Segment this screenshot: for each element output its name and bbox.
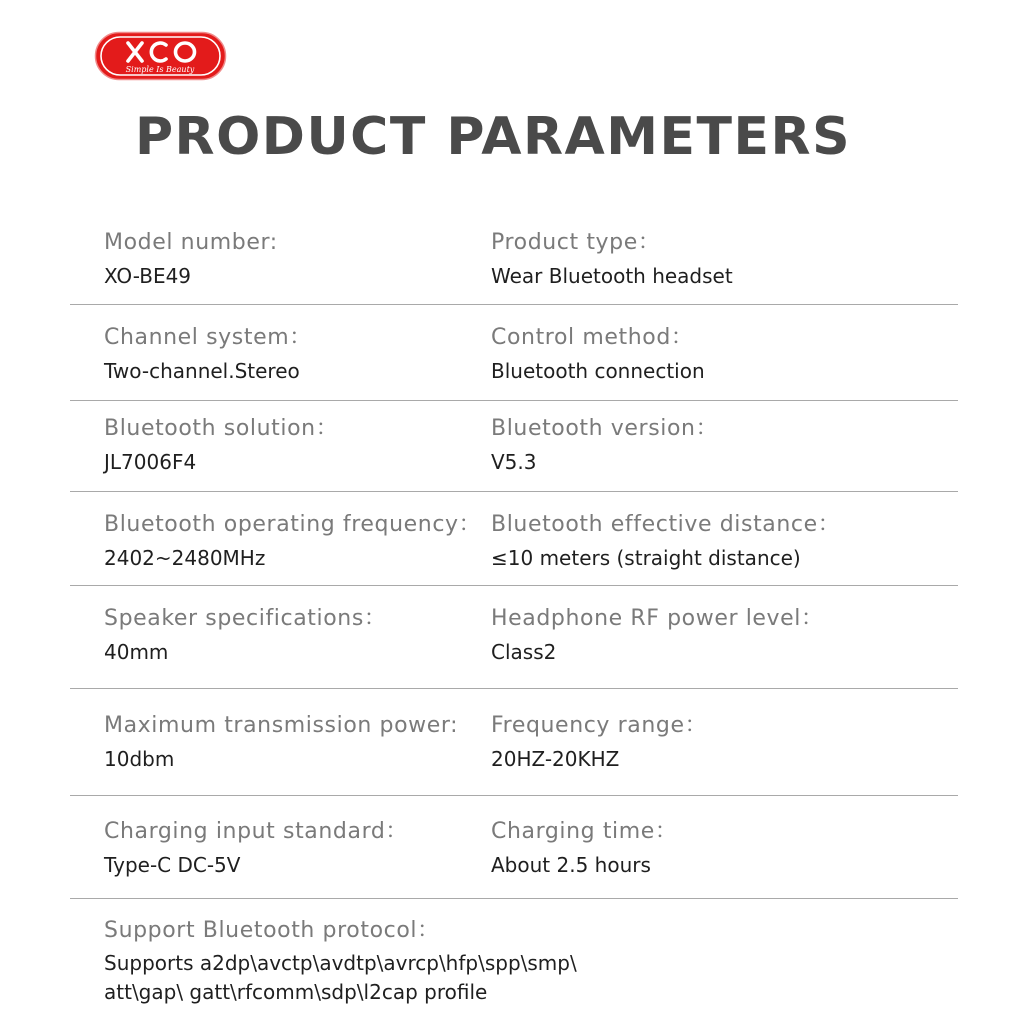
param-cell bbox=[491, 817, 958, 879]
param-value: 10dbm bbox=[104, 747, 175, 771]
param-row bbox=[70, 510, 958, 586]
protocol-value-line: att\gap\ gatt\rfcomm\sdp\l2cap profile bbox=[104, 980, 488, 1004]
param-cell bbox=[491, 323, 958, 385]
param-row bbox=[70, 604, 958, 689]
param-label: Speaker specifications： bbox=[104, 606, 387, 631]
param-label: Bluetooth solution： bbox=[104, 416, 339, 441]
param-label: Headphone RF power level： bbox=[491, 606, 824, 631]
param-cell bbox=[104, 414, 488, 476]
param-value: JL7006F4 bbox=[104, 450, 197, 474]
param-value: 20HZ-20KHZ bbox=[491, 747, 620, 771]
param-value: About 2.5 hours bbox=[491, 853, 651, 877]
param-cell bbox=[491, 228, 958, 290]
param-value: Bluetooth connection bbox=[491, 359, 705, 383]
param-label: Channel system： bbox=[104, 325, 312, 350]
param-row bbox=[70, 817, 958, 899]
param-value: Type-C DC-5V bbox=[104, 853, 241, 877]
param-cell bbox=[104, 323, 488, 385]
page-title: PRODUCT PARAMETERS bbox=[134, 107, 852, 167]
param-row bbox=[70, 323, 958, 401]
param-label: Charging time： bbox=[491, 819, 678, 844]
param-label: Control method： bbox=[491, 325, 694, 350]
param-cell bbox=[104, 817, 488, 879]
param-value: 40mm bbox=[104, 640, 169, 664]
param-value: 2402~2480MHz bbox=[104, 546, 266, 570]
param-value: Wear Bluetooth headset bbox=[491, 264, 733, 288]
param-row bbox=[70, 414, 958, 492]
param-value: XO-BE49 bbox=[104, 264, 192, 288]
param-label: Bluetooth effective distance： bbox=[491, 512, 841, 537]
param-label: Frequency range： bbox=[491, 713, 708, 738]
param-value: Class2 bbox=[491, 640, 557, 664]
protocol-value-line: Supports a2dp\avctp\avdtp\avrcp\hfp\spp\smp\ bbox=[104, 951, 577, 975]
param-cell bbox=[491, 414, 958, 476]
protocol-value bbox=[104, 949, 964, 1007]
param-row bbox=[70, 228, 958, 305]
logo-tagline: Simple Is Beauty bbox=[125, 65, 195, 74]
param-cell bbox=[104, 711, 488, 773]
param-value: ≤10 meters (straight distance) bbox=[491, 546, 801, 570]
param-value: Two-channel.Stereo bbox=[104, 359, 300, 383]
param-label: Bluetooth version： bbox=[491, 416, 719, 441]
protocol-label: Support Bluetooth protocol： bbox=[104, 918, 440, 943]
param-cell bbox=[491, 510, 958, 572]
param-cell bbox=[104, 604, 488, 666]
protocol-block bbox=[104, 916, 964, 1007]
param-label: Maximum transmission power: bbox=[104, 713, 459, 738]
param-label: Model number: bbox=[104, 230, 278, 255]
param-label: Bluetooth operating frequency： bbox=[104, 512, 482, 537]
param-cell bbox=[491, 604, 958, 666]
param-cell bbox=[491, 711, 958, 773]
param-value: V5.3 bbox=[491, 450, 537, 474]
param-cell bbox=[104, 228, 488, 290]
param-label: Charging input standard： bbox=[104, 819, 408, 844]
xo-logo bbox=[94, 31, 227, 81]
param-row bbox=[70, 711, 958, 796]
param-cell bbox=[104, 510, 488, 572]
param-label: Product type： bbox=[491, 230, 661, 255]
